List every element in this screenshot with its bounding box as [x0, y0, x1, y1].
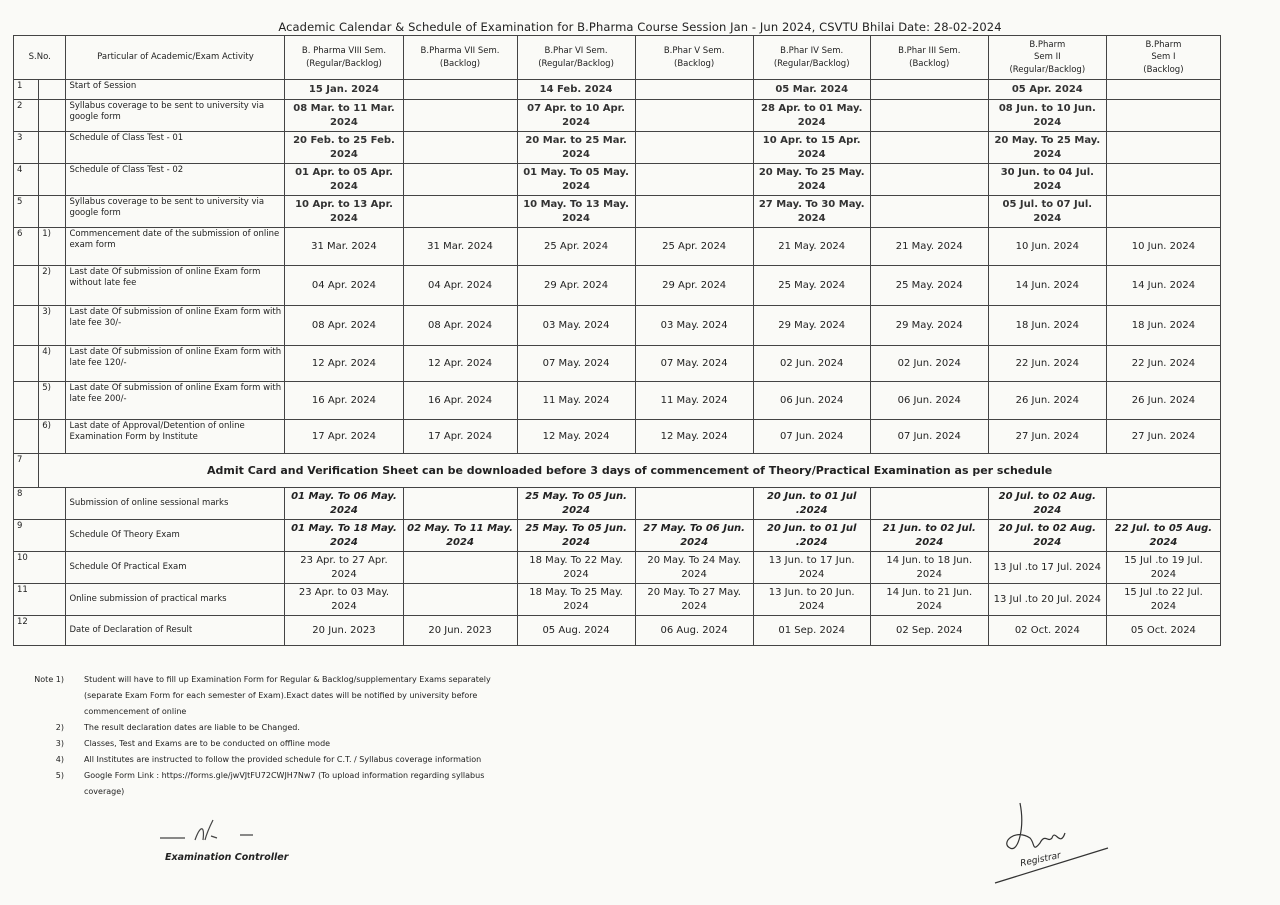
- note-number: 5): [55, 771, 64, 780]
- row-value-cell: 14 Jun. 2024: [1106, 266, 1220, 306]
- row-value-cell: 29 Apr. 2024: [635, 266, 753, 306]
- header-col: B.Pharm Sem II (Regular/Backlog): [988, 36, 1106, 80]
- row-value-cell: 15 Jul .to 19 Jul. 2024: [1106, 552, 1220, 584]
- row-value-cell: 01 Sep. 2024: [753, 616, 870, 646]
- table-row: [14, 420, 1221, 454]
- row-value-cell: 07 Jun. 2024: [870, 420, 988, 454]
- row-value-cell: 16 Apr. 2024: [285, 382, 403, 420]
- row-sno-cell: [14, 306, 39, 346]
- row-value-cell: 10 Jun. 2024: [988, 228, 1106, 266]
- row-value-cell: [403, 80, 517, 100]
- table-row: [14, 100, 1221, 132]
- notes: [16, 672, 524, 800]
- row-particular-cell: Syllabus coverage to be sent to university via google form: [66, 100, 285, 132]
- row-value-cell: 08 Apr. 2024: [285, 306, 403, 346]
- row-value-cell: 05 Oct. 2024: [1106, 616, 1220, 646]
- row-value-cell: 03 May. 2024: [517, 306, 635, 346]
- row-value-cell: 07 Jun. 2024: [753, 420, 870, 454]
- row-value-cell: 14 Jun. to 18 Jun. 2024: [870, 552, 988, 584]
- row-particular-cell: Last date Of submission of online Exam form without late fee: [66, 266, 285, 306]
- note-item: [16, 752, 524, 768]
- row-value-cell: [635, 488, 753, 520]
- row-value-cell: 20 May. To 24 May. 2024: [635, 552, 753, 584]
- row-value-cell: 02 Sep. 2024: [870, 616, 988, 646]
- row-value-cell: 02 Jun. 2024: [870, 346, 988, 382]
- row-value-cell: 25 Apr. 2024: [517, 228, 635, 266]
- row-value-cell: 05 Jul. to 07 Jul. 2024: [988, 196, 1106, 228]
- row-value-cell: 20 Jun. to 01 Jul .2024: [753, 488, 870, 520]
- row-value-cell: 28 Apr. to 01 May. 2024: [753, 100, 870, 132]
- row-sno-cell: 10: [14, 552, 66, 584]
- row-value-cell: 08 Apr. 2024: [403, 306, 517, 346]
- row-value-cell: 22 Jul. to 05 Aug. 2024: [1106, 520, 1220, 552]
- row-value-cell: [635, 100, 753, 132]
- row-value-cell: [403, 164, 517, 196]
- header-sno: S.No.: [14, 36, 66, 80]
- row-sno-cell: 2: [14, 100, 39, 132]
- row-particular-cell: Schedule Of Practical Exam: [66, 552, 285, 584]
- row-value-cell: [870, 488, 988, 520]
- row-value-cell: 10 Apr. to 13 Apr. 2024: [285, 196, 403, 228]
- row-particular-cell: Syllabus coverage to be sent to university via google form: [66, 196, 285, 228]
- document-title: Academic Calendar & Schedule of Examination for B.Pharma Course Session Jan - Jun 2024, CSVTU Bhilai Date: 28-02-2024: [278, 20, 1002, 34]
- row-value-cell: 27 May. To 30 May. 2024: [753, 196, 870, 228]
- row-sno-cell: 11: [14, 584, 66, 616]
- row-sub-cell: 2): [39, 266, 66, 306]
- row-value-cell: 21 May. 2024: [870, 228, 988, 266]
- row-value-cell: 02 Oct. 2024: [988, 616, 1106, 646]
- admit-row: [14, 454, 1221, 488]
- row-sno-cell: 6: [14, 228, 39, 266]
- note-item: [16, 672, 524, 720]
- row-value-cell: 10 Jun. 2024: [1106, 228, 1220, 266]
- row-value-cell: 31 Mar. 2024: [403, 228, 517, 266]
- row-value-cell: 03 May. 2024: [635, 306, 753, 346]
- row-value-cell: 20 Feb. to 25 Feb. 2024: [285, 132, 403, 164]
- row-sub-cell: 3): [39, 306, 66, 346]
- row-value-cell: 20 Jun. 2023: [403, 616, 517, 646]
- row-value-cell: 20 May. To 25 May. 2024: [988, 132, 1106, 164]
- row-value-cell: [635, 80, 753, 100]
- row-value-cell: [1106, 196, 1220, 228]
- row-value-cell: [635, 196, 753, 228]
- row-value-cell: 08 Mar. to 11 Mar. 2024: [285, 100, 403, 132]
- row-value-cell: 14 Feb. 2024: [517, 80, 635, 100]
- calendar-table: [13, 35, 1221, 646]
- row-value-cell: 22 Jun. 2024: [988, 346, 1106, 382]
- row-particular-cell: Last date Of submission of online Exam form with late fee 200/-: [66, 382, 285, 420]
- table-row: [14, 616, 1221, 646]
- row-value-cell: 12 Apr. 2024: [285, 346, 403, 382]
- row-value-cell: 12 May. 2024: [635, 420, 753, 454]
- row-value-cell: 29 May. 2024: [870, 306, 988, 346]
- row-value-cell: 13 Jul .to 17 Jul. 2024: [988, 552, 1106, 584]
- row-value-cell: 25 May. 2024: [870, 266, 988, 306]
- row-sno-cell: 8: [14, 488, 66, 520]
- note-number: 4): [55, 755, 64, 764]
- row-value-cell: 13 Jul .to 20 Jul. 2024: [988, 584, 1106, 616]
- row-particular-cell: Start of Session: [66, 80, 285, 100]
- table-row: [14, 520, 1221, 552]
- note-text: The result declaration dates are liable to be Changed.: [84, 723, 300, 732]
- row-value-cell: [1106, 100, 1220, 132]
- row-value-cell: 06 Jun. 2024: [870, 382, 988, 420]
- row-value-cell: 12 Apr. 2024: [403, 346, 517, 382]
- note-item: [16, 720, 524, 736]
- header-col: B.Phar IV Sem. (Regular/Backlog): [753, 36, 870, 80]
- examination-controller-label: Examination Controller: [165, 852, 289, 863]
- row-sno-cell: 4: [14, 164, 39, 196]
- row-sno-cell: 9: [14, 520, 66, 552]
- row-particular-cell: Commencement date of the submission of online exam form: [66, 228, 285, 266]
- row-value-cell: 06 Jun. 2024: [753, 382, 870, 420]
- row-sub-cell: [39, 132, 66, 164]
- row-value-cell: 05 Aug. 2024: [517, 616, 635, 646]
- note-number: 2): [55, 723, 64, 732]
- note-text: Classes, Test and Exams are to be conducted on offline mode: [84, 739, 331, 748]
- row-value-cell: [403, 132, 517, 164]
- table-row: [14, 552, 1221, 584]
- row-value-cell: 31 Mar. 2024: [285, 228, 403, 266]
- row-value-cell: 12 May. 2024: [517, 420, 635, 454]
- row-value-cell: [403, 488, 517, 520]
- row-value-cell: 18 May. To 22 May. 2024: [517, 552, 635, 584]
- row-value-cell: 26 Jun. 2024: [1106, 382, 1220, 420]
- header-col: B. Pharma VIII Sem. (Regular/Backlog): [285, 36, 403, 80]
- row-value-cell: 18 Jun. 2024: [1106, 306, 1220, 346]
- row-sno-cell: 1: [14, 80, 39, 100]
- row-sub-cell: [39, 164, 66, 196]
- table-row: [14, 488, 1221, 520]
- row-value-cell: 10 Apr. to 15 Apr. 2024: [753, 132, 870, 164]
- row-particular-cell: Online submission of practical marks: [66, 584, 285, 616]
- row-sub-cell: 4): [39, 346, 66, 382]
- header-particular: Particular of Academic/Exam Activity: [66, 36, 285, 80]
- row-value-cell: 02 Jun. 2024: [753, 346, 870, 382]
- row-value-cell: [635, 164, 753, 196]
- row-value-cell: 22 Jun. 2024: [1106, 346, 1220, 382]
- row-value-cell: 25 May. To 05 Jun. 2024: [517, 488, 635, 520]
- row-value-cell: 13 Jun. to 20 Jun. 2024: [753, 584, 870, 616]
- header-row: [14, 36, 1221, 80]
- header-col: B.Pharma VII Sem. (Backlog): [403, 36, 517, 80]
- row-value-cell: 05 Apr. 2024: [988, 80, 1106, 100]
- note-text: All Institutes are instructed to follow the provided schedule for C.T. / Syllabus coverage information: [84, 755, 482, 764]
- row-value-cell: 27 May. To 06 Jun. 2024: [635, 520, 753, 552]
- table-row: [14, 584, 1221, 616]
- row-sno-cell: 12: [14, 616, 66, 646]
- row-value-cell: [1106, 132, 1220, 164]
- row-value-cell: 14 Jun. 2024: [988, 266, 1106, 306]
- row-value-cell: 20 May. To 25 May. 2024: [753, 164, 870, 196]
- row-value-cell: 23 Apr. to 27 Apr. 2024: [285, 552, 403, 584]
- row-value-cell: 26 Jun. 2024: [988, 382, 1106, 420]
- row-value-cell: [870, 100, 988, 132]
- row-value-cell: 27 Jun. 2024: [988, 420, 1106, 454]
- row-value-cell: 05 Mar. 2024: [753, 80, 870, 100]
- table-row: [14, 80, 1221, 100]
- row-value-cell: 01 May. To 06 May. 2024: [285, 488, 403, 520]
- row-value-cell: 25 Apr. 2024: [635, 228, 753, 266]
- table-row: [14, 196, 1221, 228]
- header-col: B.Phar III Sem. (Backlog): [870, 36, 988, 80]
- row-value-cell: 01 May. To 05 May. 2024: [517, 164, 635, 196]
- row-value-cell: [870, 164, 988, 196]
- row-value-cell: [1106, 80, 1220, 100]
- row-sno-cell: 7: [14, 454, 39, 488]
- header-col: B.Phar VI Sem. (Regular/Backlog): [517, 36, 635, 80]
- note-item: [16, 736, 524, 752]
- row-value-cell: [870, 196, 988, 228]
- row-value-cell: 04 Apr. 2024: [285, 266, 403, 306]
- row-value-cell: 16 Apr. 2024: [403, 382, 517, 420]
- note-item: [16, 768, 524, 800]
- row-particular-cell: Last date of Approval/Detention of online Examination Form by Institute: [66, 420, 285, 454]
- row-value-cell: 20 Jul. to 02 Aug. 2024: [988, 520, 1106, 552]
- table-row: [14, 382, 1221, 420]
- row-value-cell: [870, 80, 988, 100]
- row-sub-cell: 5): [39, 382, 66, 420]
- row-value-cell: 20 Mar. to 25 Mar. 2024: [517, 132, 635, 164]
- row-value-cell: 08 Jun. to 10 Jun. 2024: [988, 100, 1106, 132]
- row-sno-cell: 3: [14, 132, 39, 164]
- row-value-cell: 13 Jun. to 17 Jun. 2024: [753, 552, 870, 584]
- row-value-cell: [403, 100, 517, 132]
- registrar-signature-icon: [990, 798, 1120, 888]
- row-value-cell: 06 Aug. 2024: [635, 616, 753, 646]
- row-value-cell: [1106, 164, 1220, 196]
- note-number: 3): [55, 739, 64, 748]
- row-value-cell: 18 May. To 25 May. 2024: [517, 584, 635, 616]
- row-value-cell: 25 May. To 05 Jun. 2024: [517, 520, 635, 552]
- registrar-label: Registrar: [1019, 850, 1062, 870]
- row-value-cell: 04 Apr. 2024: [403, 266, 517, 306]
- row-particular-cell: Submission of online sessional marks: [66, 488, 285, 520]
- row-sno-cell: 5: [14, 196, 39, 228]
- row-sub-cell: [39, 100, 66, 132]
- table-row: [14, 266, 1221, 306]
- row-value-cell: 17 Apr. 2024: [403, 420, 517, 454]
- row-sno-cell: [14, 266, 39, 306]
- row-value-cell: 01 Apr. to 05 Apr. 2024: [285, 164, 403, 196]
- table-row: [14, 164, 1221, 196]
- table-row: [14, 306, 1221, 346]
- row-value-cell: [403, 196, 517, 228]
- row-value-cell: [635, 132, 753, 164]
- note-number: Note 1): [34, 675, 64, 684]
- row-value-cell: 21 Jun. to 02 Jul. 2024: [870, 520, 988, 552]
- row-value-cell: 01 May. To 18 May. 2024: [285, 520, 403, 552]
- row-value-cell: 29 May. 2024: [753, 306, 870, 346]
- row-particular-cell: Schedule Of Theory Exam: [66, 520, 285, 552]
- row-value-cell: 30 Jun. to 04 Jul. 2024: [988, 164, 1106, 196]
- row-value-cell: 15 Jul .to 22 Jul. 2024: [1106, 584, 1220, 616]
- row-sub-cell: 1): [39, 228, 66, 266]
- table-row: [14, 132, 1221, 164]
- row-value-cell: 20 Jun. to 01 Jul .2024: [753, 520, 870, 552]
- row-value-cell: [1106, 488, 1220, 520]
- row-sno-cell: [14, 382, 39, 420]
- table-row: [14, 346, 1221, 382]
- row-value-cell: 17 Apr. 2024: [285, 420, 403, 454]
- row-value-cell: 20 Jun. 2023: [285, 616, 403, 646]
- row-value-cell: 20 Jul. to 02 Aug. 2024: [988, 488, 1106, 520]
- row-value-cell: 07 May. 2024: [635, 346, 753, 382]
- note-text: Student will have to fill up Examination Form for Regular & Backlog/supplementary Exams separately (separate Exam Form for each semester of Exam).Exact dates will be notified by university before commencement of online: [84, 675, 491, 716]
- row-value-cell: 14 Jun. to 21 Jun. 2024: [870, 584, 988, 616]
- row-value-cell: 02 May. To 11 May. 2024: [403, 520, 517, 552]
- row-value-cell: 20 May. To 27 May. 2024: [635, 584, 753, 616]
- row-value-cell: [870, 132, 988, 164]
- admit-card-notice: Admit Card and Verification Sheet can be downloaded before 3 days of commencement of Theory/Practical Examination as per schedule: [39, 454, 1221, 488]
- row-value-cell: 07 May. 2024: [517, 346, 635, 382]
- row-value-cell: 07 Apr. to 10 Apr. 2024: [517, 100, 635, 132]
- row-particular-cell: Schedule of Class Test - 01: [66, 132, 285, 164]
- row-sub-cell: [39, 80, 66, 100]
- table-row: [14, 228, 1221, 266]
- controller-signature-icon: [155, 818, 265, 848]
- row-value-cell: 11 May. 2024: [517, 382, 635, 420]
- row-value-cell: 21 May. 2024: [753, 228, 870, 266]
- row-sub-cell: 6): [39, 420, 66, 454]
- header-col: B.Pharm Sem I (Backlog): [1106, 36, 1220, 80]
- row-sno-cell: [14, 346, 39, 382]
- row-sub-cell: [39, 196, 66, 228]
- row-value-cell: 15 Jan. 2024: [285, 80, 403, 100]
- row-value-cell: 27 Jun. 2024: [1106, 420, 1220, 454]
- row-particular-cell: Last date Of submission of online Exam form with late fee 30/-: [66, 306, 285, 346]
- row-particular-cell: Schedule of Class Test - 02: [66, 164, 285, 196]
- header-col: B.Phar V Sem. (Backlog): [635, 36, 753, 80]
- row-value-cell: [403, 584, 517, 616]
- row-particular-cell: Last date Of submission of online Exam form with late fee 120/-: [66, 346, 285, 382]
- row-particular-cell: Date of Declaration of Result: [66, 616, 285, 646]
- row-value-cell: 25 May. 2024: [753, 266, 870, 306]
- row-value-cell: 29 Apr. 2024: [517, 266, 635, 306]
- row-value-cell: 23 Apr. to 03 May. 2024: [285, 584, 403, 616]
- row-value-cell: 10 May. To 13 May. 2024: [517, 196, 635, 228]
- row-value-cell: 11 May. 2024: [635, 382, 753, 420]
- row-value-cell: [403, 552, 517, 584]
- note-text: Google Form Link : https://forms.gle/jwVJtFU72CWJH7Nw7 (To upload information regarding syllabus coverage): [84, 771, 485, 796]
- row-sno-cell: [14, 420, 39, 454]
- row-value-cell: 18 Jun. 2024: [988, 306, 1106, 346]
